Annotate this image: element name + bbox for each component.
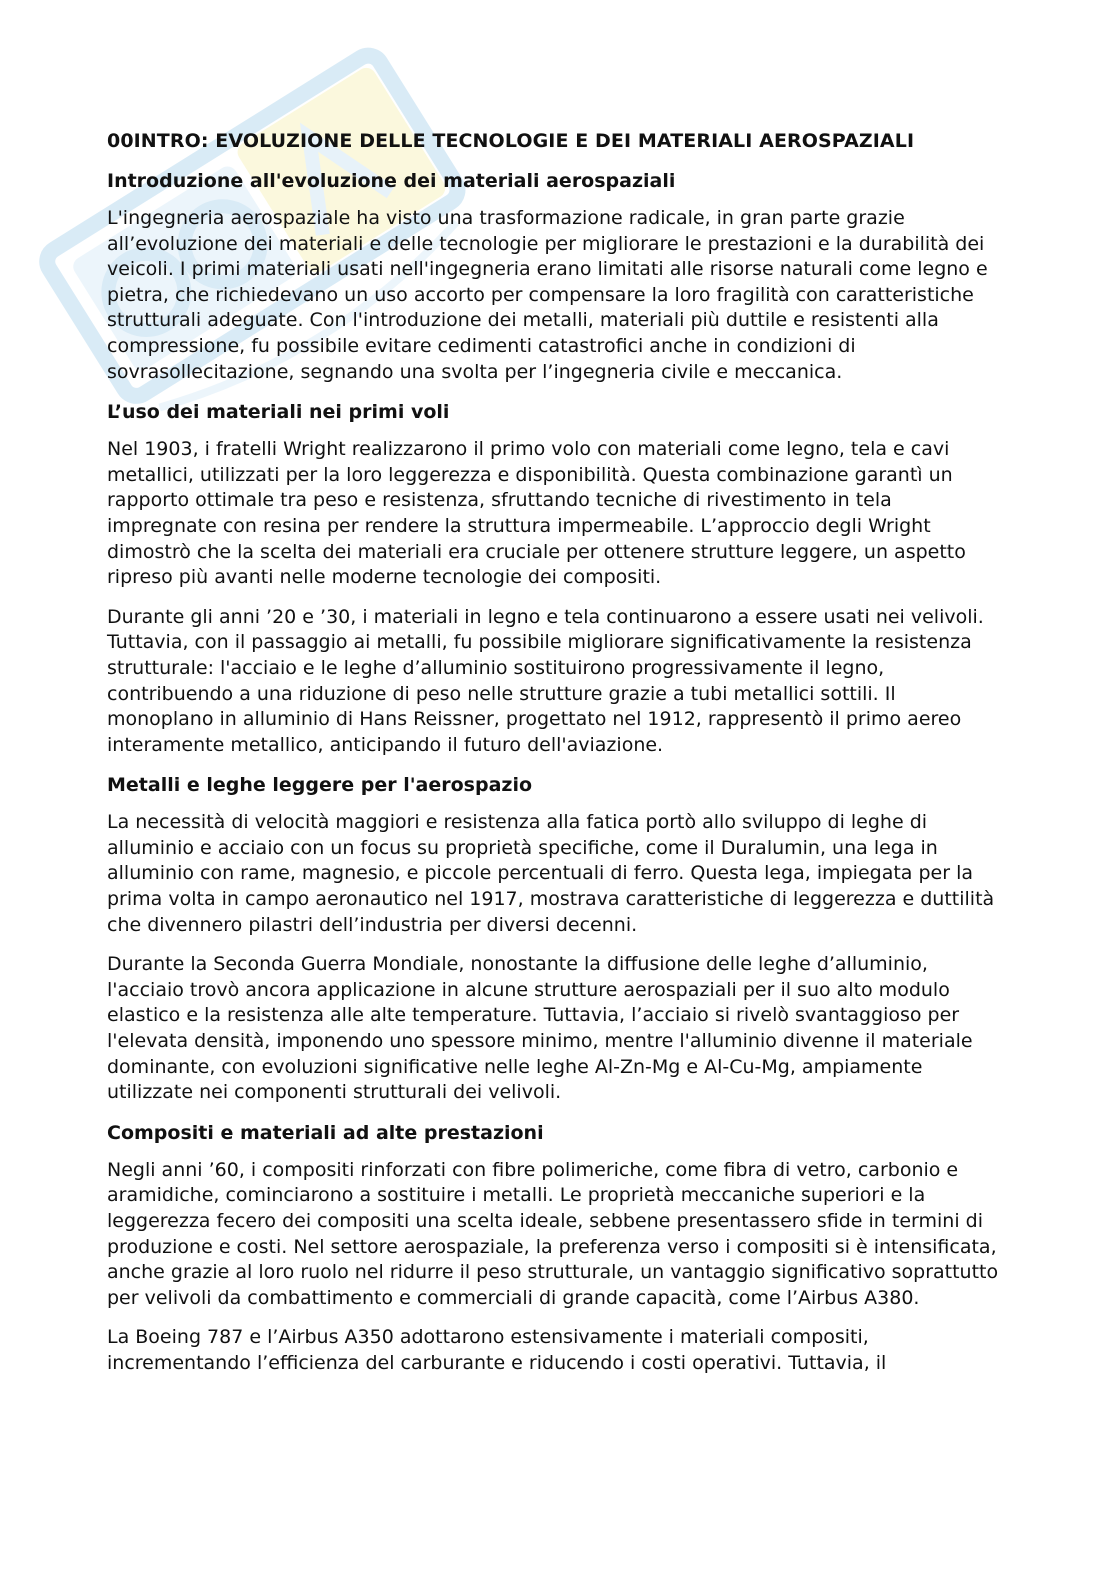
paragraph: Nel 1903, i fratelli Wright realizzarono il primo volo con materiali come legno, tela e cavi metallici, utilizzati per la loro leggerezza e disponibilità. Questa combinazione garantì un rapporto ottimale tra peso e resistenza, sfruttando tecniche di rivestimento in tela impregnate con resina per rendere la struttura impermeabile. L’approccio degli Wright dimostrò che la scelta dei materiali era cruciale per ottenere strutture leggere, un aspetto ripreso più avanti nelle moderne tecnologie dei compositi. (107, 438, 966, 589)
section-introduzione (107, 168, 1007, 385)
paragraph: La Boeing 787 e l’Airbus A350 adottarono estensivamente i materiali compositi, incrementando l’efficienza del carburante e riducendo i costi operativi. Tuttavia, il (107, 1326, 887, 1374)
section-heading: Metalli e leghe leggere per l'aerospazio (107, 774, 533, 797)
paragraph: Durante la Seconda Guerra Mondiale, nonostante la diffusione delle leghe d’alluminio, l'acciaio trovò ancora applicazione in alcune strutture aerospaziali per il suo alto modulo elastico e la resistenza alle alte temperature. Tuttavia, l’acciaio si rivelò svantaggioso per l'elevata densità, imponendo uno spessore minimo, mentre l'alluminio divenne il materiale dominante, con evoluzioni significative nelle leghe Al-Zn-Mg e Al-Cu-Mg, ampiamente utilizzate nei componenti strutturali dei velivoli. (107, 953, 973, 1104)
section-compositi (107, 1120, 1007, 1377)
paragraph: Negli anni ’60, i compositi rinforzati con fibre polimeriche, come fibra di vetro, carbonio e aramidiche, cominciarono a sostituire i metalli. Le proprietà meccaniche superiori e la leggerezza fecero dei compositi una scelta ideale, sebbene presentassero sfide in termini di produzione e costi. Nel settore aerospaziale, la preferenza verso i compositi si è intensificata, anche grazie al loro ruolo nel ridurre il peso strutturale, un vantaggio significativo soprattutto per velivoli da combattimento e commerciali di grande capacità, come l’Airbus A380. (107, 1158, 999, 1309)
section-primi-voli (107, 399, 1007, 758)
section-heading: Compositi e materiali ad alte prestazioni (107, 1121, 544, 1144)
document-page (107, 128, 1007, 1391)
paragraph: Durante gli anni ’20 e ’30, i materiali in legno e tela continuarono a essere usati nei velivoli. Tuttavia, con il passaggio ai metalli, fu possibile migliorare significativamente la resistenza strutturale: l'acciaio e le leghe d’alluminio sostituirono progressivamente il legno, contribuendo a una riduzione di peso nelle strutture grazie a tubi metallici sottili. Il monoplano in alluminio di Hans Reissner, progettato nel 1912, rappresentò il primo aereo interamente metallico, anticipando il futuro dell'aviazione. (107, 605, 984, 756)
document-title: 00INTRO: EVOLUZIONE DELLE TECNOLOGIE E DEI MATERIALI AEROSPAZIALI (107, 130, 915, 152)
section-metalli-leghe (107, 772, 1007, 1106)
section-heading: L’uso dei materiali nei primi voli (107, 401, 450, 424)
section-heading: Introduzione all'evoluzione dei materiali aerospaziali (107, 170, 676, 192)
paragraph: L'ingegneria aerospaziale ha visto una trasformazione radicale, in gran parte grazie all’evoluzione dei materiali e delle tecnologie per migliorare le prestazioni e la durabilità dei veicoli. I primi materiali usati nell'ingegneria erano limitati alle risorse naturali come legno e pietra, che richiedevano un uso accorto per compensare la loro fragilità con caratteristiche strutturali adeguate. Con l'introduzione dei metalli, materiali più duttile e resistenti alla compressione, fu possibile evitare cedimenti catastrofici anche in condizioni di sovrasollecitazione, segnando una svolta per l’ingegneria civile e meccanica. (107, 207, 988, 383)
paragraph: La necessità di velocità maggiori e resistenza alla fatica portò allo sviluppo di leghe di alluminio e acciaio con un focus su proprietà specifiche, come il Duralumin, una lega in alluminio con rame, magnesio, e piccole percentuali di ferro. Questa lega, impiegata per la prima volta in campo aeronautico nel 1917, mostrava caratteristiche di leggerezza e duttilità che divennero pilastri dell’industria per diversi decenni. (107, 811, 995, 936)
